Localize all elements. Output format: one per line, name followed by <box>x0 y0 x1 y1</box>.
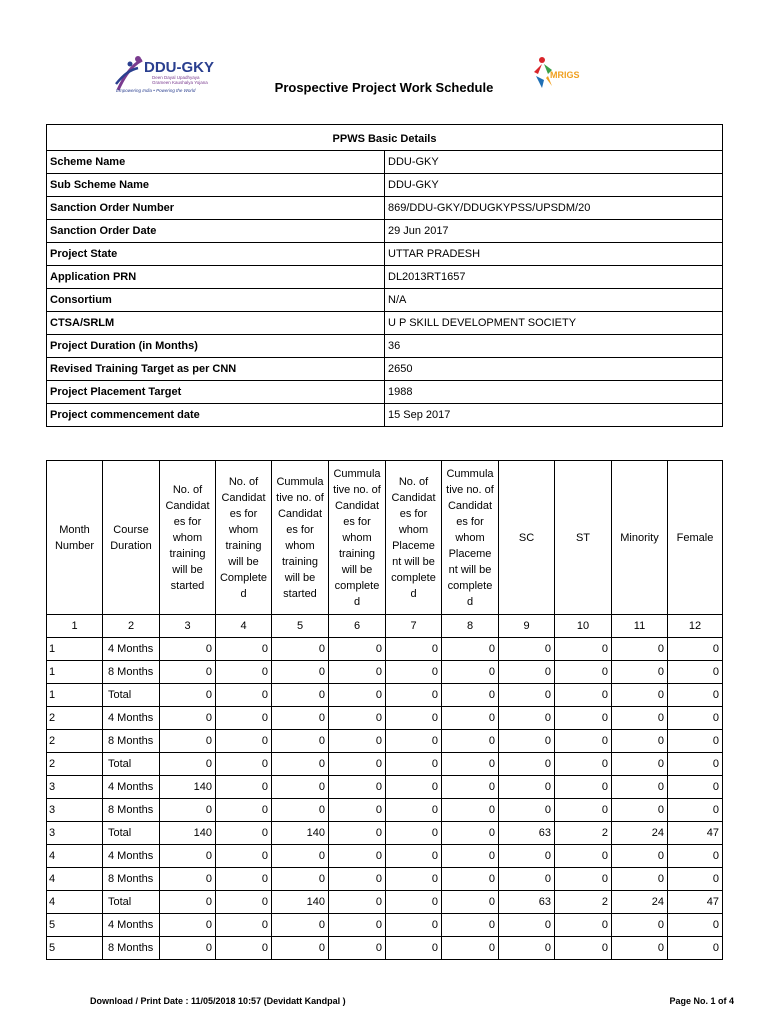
schedule-column-header: No. of Candidat es for whom training will be Complete d <box>216 461 272 615</box>
count-cell: 0 <box>555 799 612 822</box>
count-cell: 0 <box>668 707 723 730</box>
count-cell: 0 <box>329 822 386 845</box>
count-cell: 0 <box>612 799 668 822</box>
count-cell: 0 <box>499 799 555 822</box>
basic-details-row <box>47 312 723 335</box>
basic-details-label: Project Duration (in Months) <box>47 335 385 358</box>
work-schedule-table <box>46 460 723 960</box>
count-cell: 0 <box>555 661 612 684</box>
count-cell: 0 <box>329 799 386 822</box>
basic-details-row <box>47 404 723 427</box>
schedule-column-number: 11 <box>612 615 668 638</box>
count-cell: 0 <box>555 707 612 730</box>
count-cell: 140 <box>272 822 329 845</box>
basic-details-row <box>47 220 723 243</box>
table-row <box>47 638 723 661</box>
schedule-column-header: Cummula tive no. of Candidat es for whom training will be complete d <box>329 461 386 615</box>
count-cell: 0 <box>612 730 668 753</box>
count-cell: 0 <box>668 730 723 753</box>
count-cell: 0 <box>442 868 499 891</box>
basic-details-heading: PPWS Basic Details <box>47 125 723 151</box>
ddu-gky-logo-name: DDU-GKY <box>144 59 214 76</box>
basic-details-value: 15 Sep 2017 <box>385 404 723 427</box>
count-cell: 0 <box>160 799 216 822</box>
count-cell: 0 <box>499 730 555 753</box>
count-cell: 0 <box>612 753 668 776</box>
count-cell: 0 <box>668 845 723 868</box>
mrigs-logo-name: MRIGS <box>550 70 580 80</box>
count-cell: 0 <box>216 753 272 776</box>
count-cell: 0 <box>386 868 442 891</box>
basic-details-row <box>47 289 723 312</box>
basic-details-table <box>46 124 723 427</box>
basic-details-label: Project commencement date <box>47 404 385 427</box>
count-cell: 0 <box>329 868 386 891</box>
count-cell: 0 <box>160 707 216 730</box>
count-cell: 0 <box>216 914 272 937</box>
count-cell: 0 <box>329 776 386 799</box>
count-cell: 0 <box>329 891 386 914</box>
basic-details-value: DL2013RT1657 <box>385 266 723 289</box>
basic-details-label: Scheme Name <box>47 151 385 174</box>
basic-details-row <box>47 358 723 381</box>
basic-details-value: DDU-GKY <box>385 151 723 174</box>
count-cell: 0 <box>668 684 723 707</box>
course-duration-cell: 8 Months <box>103 868 160 891</box>
schedule-column-header: Month Number <box>47 461 103 615</box>
basic-details-row <box>47 243 723 266</box>
table-row <box>47 822 723 845</box>
basic-details-body <box>47 125 723 427</box>
course-duration-cell: 8 Months <box>103 730 160 753</box>
count-cell: 0 <box>499 753 555 776</box>
count-cell: 0 <box>386 638 442 661</box>
count-cell: 0 <box>160 937 216 960</box>
count-cell: 0 <box>160 638 216 661</box>
schedule-column-number: 4 <box>216 615 272 638</box>
count-cell: 0 <box>668 937 723 960</box>
basic-details-row <box>47 381 723 404</box>
count-cell: 0 <box>386 684 442 707</box>
count-cell: 0 <box>329 914 386 937</box>
count-cell: 0 <box>442 822 499 845</box>
schedule-column-number: 12 <box>668 615 723 638</box>
month-number-cell: 2 <box>47 730 103 753</box>
basic-details-label: Sub Scheme Name <box>47 174 385 197</box>
table-row <box>47 753 723 776</box>
count-cell: 0 <box>329 661 386 684</box>
basic-details-label: CTSA/SRLM <box>47 312 385 335</box>
table-row <box>47 776 723 799</box>
count-cell: 0 <box>668 868 723 891</box>
basic-details-label: Application PRN <box>47 266 385 289</box>
basic-details-value: 2650 <box>385 358 723 381</box>
schedule-column-header: Course Duration <box>103 461 160 615</box>
basic-details-value: 1988 <box>385 381 723 404</box>
month-number-cell: 2 <box>47 707 103 730</box>
page-number: Page No. 1 of 4 <box>669 996 734 1006</box>
month-number-cell: 1 <box>47 684 103 707</box>
count-cell: 0 <box>216 776 272 799</box>
basic-details-value: 869/DDU-GKY/DDUGKYPSS/UPSDM/20 <box>385 197 723 220</box>
count-cell: 24 <box>612 822 668 845</box>
count-cell: 0 <box>160 753 216 776</box>
count-cell: 0 <box>668 638 723 661</box>
count-cell: 0 <box>386 799 442 822</box>
table-row <box>47 891 723 914</box>
count-cell: 0 <box>386 891 442 914</box>
count-cell: 0 <box>499 776 555 799</box>
month-number-cell: 1 <box>47 661 103 684</box>
course-duration-cell: 8 Months <box>103 937 160 960</box>
count-cell: 0 <box>386 753 442 776</box>
count-cell: 0 <box>555 753 612 776</box>
count-cell: 63 <box>499 891 555 914</box>
basic-details-row <box>47 335 723 358</box>
course-duration-cell: 4 Months <box>103 638 160 661</box>
count-cell: 0 <box>668 914 723 937</box>
count-cell: 0 <box>216 822 272 845</box>
count-cell: 0 <box>555 914 612 937</box>
table-row <box>47 684 723 707</box>
month-number-cell: 4 <box>47 891 103 914</box>
count-cell: 0 <box>272 638 329 661</box>
basic-details-label: Project Placement Target <box>47 381 385 404</box>
count-cell: 0 <box>442 914 499 937</box>
count-cell: 0 <box>329 730 386 753</box>
basic-details-row <box>47 151 723 174</box>
count-cell: 140 <box>160 822 216 845</box>
basic-details-value: 29 Jun 2017 <box>385 220 723 243</box>
count-cell: 0 <box>216 937 272 960</box>
schedule-column-header: Cummula tive no. of Candidat es for whom training will be started <box>272 461 329 615</box>
count-cell: 0 <box>272 707 329 730</box>
count-cell: 63 <box>499 822 555 845</box>
ddu-gky-logo-line2: Grameen Kaushalya Yojana <box>152 80 208 85</box>
basic-details-label: Sanction Order Number <box>47 197 385 220</box>
course-duration-cell: 4 Months <box>103 707 160 730</box>
count-cell: 140 <box>160 776 216 799</box>
count-cell: 0 <box>272 868 329 891</box>
count-cell: 0 <box>386 914 442 937</box>
count-cell: 0 <box>216 684 272 707</box>
month-number-cell: 4 <box>47 845 103 868</box>
schedule-column-number: 9 <box>499 615 555 638</box>
month-number-cell: 3 <box>47 799 103 822</box>
count-cell: 0 <box>668 661 723 684</box>
count-cell: 0 <box>216 638 272 661</box>
count-cell: 0 <box>329 845 386 868</box>
count-cell: 0 <box>442 638 499 661</box>
table-row <box>47 868 723 891</box>
schedule-column-header: SC <box>499 461 555 615</box>
count-cell: 0 <box>499 684 555 707</box>
table-row <box>47 661 723 684</box>
count-cell: 0 <box>160 661 216 684</box>
basic-details-value: N/A <box>385 289 723 312</box>
schedule-column-number: 7 <box>386 615 442 638</box>
count-cell: 0 <box>216 868 272 891</box>
table-row <box>47 799 723 822</box>
count-cell: 47 <box>668 891 723 914</box>
count-cell: 0 <box>499 661 555 684</box>
month-number-cell: 4 <box>47 868 103 891</box>
count-cell: 0 <box>329 707 386 730</box>
count-cell: 0 <box>386 661 442 684</box>
course-duration-cell: Total <box>103 891 160 914</box>
count-cell: 0 <box>329 753 386 776</box>
schedule-column-number: 6 <box>329 615 386 638</box>
month-number-cell: 3 <box>47 822 103 845</box>
schedule-column-number: 10 <box>555 615 612 638</box>
basic-details-label: Project State <box>47 243 385 266</box>
count-cell: 0 <box>612 868 668 891</box>
count-cell: 0 <box>442 799 499 822</box>
count-cell: 0 <box>160 730 216 753</box>
count-cell: 0 <box>499 707 555 730</box>
count-cell: 0 <box>272 684 329 707</box>
count-cell: 0 <box>442 661 499 684</box>
schedule-column-header: Minority <box>612 461 668 615</box>
count-cell: 0 <box>160 891 216 914</box>
count-cell: 0 <box>272 914 329 937</box>
count-cell: 0 <box>499 638 555 661</box>
course-duration-cell: 4 Months <box>103 776 160 799</box>
count-cell: 47 <box>668 822 723 845</box>
count-cell: 24 <box>612 891 668 914</box>
month-number-cell: 1 <box>47 638 103 661</box>
count-cell: 140 <box>272 891 329 914</box>
basic-details-label: Consortium <box>47 289 385 312</box>
count-cell: 0 <box>668 776 723 799</box>
count-cell: 0 <box>160 868 216 891</box>
count-cell: 0 <box>668 753 723 776</box>
schedule-column-header: No. of Candidat es for whom Placeme nt will be complete d <box>386 461 442 615</box>
count-cell: 0 <box>499 845 555 868</box>
month-number-cell: 5 <box>47 914 103 937</box>
count-cell: 0 <box>442 776 499 799</box>
basic-details-heading-row <box>47 125 723 151</box>
count-cell: 0 <box>272 845 329 868</box>
count-cell: 0 <box>555 730 612 753</box>
table-row <box>47 937 723 960</box>
schedule-column-header: Cummula tive no. of Candidat es for whom Placeme nt will be complete d <box>442 461 499 615</box>
basic-details-value: U P SKILL DEVELOPMENT SOCIETY <box>385 312 723 335</box>
count-cell: 0 <box>612 661 668 684</box>
count-cell: 0 <box>442 684 499 707</box>
count-cell: 0 <box>272 937 329 960</box>
count-cell: 0 <box>555 868 612 891</box>
basic-details-value: UTTAR PRADESH <box>385 243 723 266</box>
count-cell: 0 <box>612 914 668 937</box>
count-cell: 0 <box>272 799 329 822</box>
schedule-column-number: 1 <box>47 615 103 638</box>
count-cell: 0 <box>216 891 272 914</box>
count-cell: 0 <box>499 868 555 891</box>
count-cell: 0 <box>499 937 555 960</box>
ddu-gky-logo-tagline: Empowering India • Powering the World <box>116 88 196 93</box>
basic-details-row <box>47 266 723 289</box>
count-cell: 0 <box>216 845 272 868</box>
page-title: Prospective Project Work Schedule <box>274 80 494 95</box>
count-cell: 0 <box>442 707 499 730</box>
course-duration-cell: Total <box>103 684 160 707</box>
basic-details-value: 36 <box>385 335 723 358</box>
table-row <box>47 730 723 753</box>
schedule-column-number: 5 <box>272 615 329 638</box>
basic-details-row <box>47 197 723 220</box>
count-cell: 0 <box>442 845 499 868</box>
course-duration-cell: Total <box>103 822 160 845</box>
table-row <box>47 707 723 730</box>
month-number-cell: 2 <box>47 753 103 776</box>
schedule-column-number: 2 <box>103 615 160 638</box>
count-cell: 0 <box>386 937 442 960</box>
count-cell: 0 <box>442 891 499 914</box>
count-cell: 0 <box>272 776 329 799</box>
count-cell: 0 <box>612 707 668 730</box>
count-cell: 0 <box>329 684 386 707</box>
schedule-column-header: No. of Candidat es for whom training will be started <box>160 461 216 615</box>
count-cell: 0 <box>612 776 668 799</box>
count-cell: 0 <box>555 937 612 960</box>
count-cell: 0 <box>386 707 442 730</box>
count-cell: 2 <box>555 891 612 914</box>
count-cell: 0 <box>216 707 272 730</box>
count-cell: 0 <box>442 730 499 753</box>
count-cell: 0 <box>555 845 612 868</box>
count-cell: 0 <box>329 638 386 661</box>
schedule-column-header: Female <box>668 461 723 615</box>
count-cell: 2 <box>555 822 612 845</box>
count-cell: 0 <box>668 799 723 822</box>
count-cell: 0 <box>555 776 612 799</box>
download-print-info: Download / Print Date : 11/05/2018 10:57 (Devidatt Kandpal ) <box>90 996 346 1006</box>
count-cell: 0 <box>216 661 272 684</box>
count-cell: 0 <box>555 638 612 661</box>
count-cell: 0 <box>612 845 668 868</box>
count-cell: 0 <box>442 753 499 776</box>
count-cell: 0 <box>612 638 668 661</box>
month-number-cell: 3 <box>47 776 103 799</box>
schedule-header-row <box>47 461 723 615</box>
basic-details-label: Sanction Order Date <box>47 220 385 243</box>
ddu-gky-logo-line1: Deen Dayal Upadhyaya <box>152 75 200 80</box>
count-cell: 0 <box>216 730 272 753</box>
count-cell: 0 <box>272 753 329 776</box>
count-cell: 0 <box>612 937 668 960</box>
course-duration-cell: 4 Months <box>103 914 160 937</box>
count-cell: 0 <box>160 684 216 707</box>
course-duration-cell: 4 Months <box>103 845 160 868</box>
count-cell: 0 <box>555 684 612 707</box>
count-cell: 0 <box>272 661 329 684</box>
count-cell: 0 <box>499 914 555 937</box>
count-cell: 0 <box>386 822 442 845</box>
table-row <box>47 914 723 937</box>
work-schedule-body <box>47 461 723 960</box>
table-row <box>47 845 723 868</box>
basic-details-row <box>47 174 723 197</box>
count-cell: 0 <box>272 730 329 753</box>
count-cell: 0 <box>160 914 216 937</box>
basic-details-label: Revised Training Target as per CNN <box>47 358 385 381</box>
count-cell: 0 <box>442 937 499 960</box>
count-cell: 0 <box>329 937 386 960</box>
count-cell: 0 <box>160 845 216 868</box>
schedule-column-number: 8 <box>442 615 499 638</box>
course-duration-cell: 8 Months <box>103 799 160 822</box>
course-duration-cell: Total <box>103 753 160 776</box>
schedule-column-number: 3 <box>160 615 216 638</box>
basic-details-value: DDU-GKY <box>385 174 723 197</box>
schedule-column-header: ST <box>555 461 612 615</box>
count-cell: 0 <box>386 730 442 753</box>
count-cell: 0 <box>216 799 272 822</box>
schedule-column-number-row <box>47 615 723 638</box>
count-cell: 0 <box>612 684 668 707</box>
month-number-cell: 5 <box>47 937 103 960</box>
course-duration-cell: 8 Months <box>103 661 160 684</box>
count-cell: 0 <box>386 776 442 799</box>
count-cell: 0 <box>386 845 442 868</box>
